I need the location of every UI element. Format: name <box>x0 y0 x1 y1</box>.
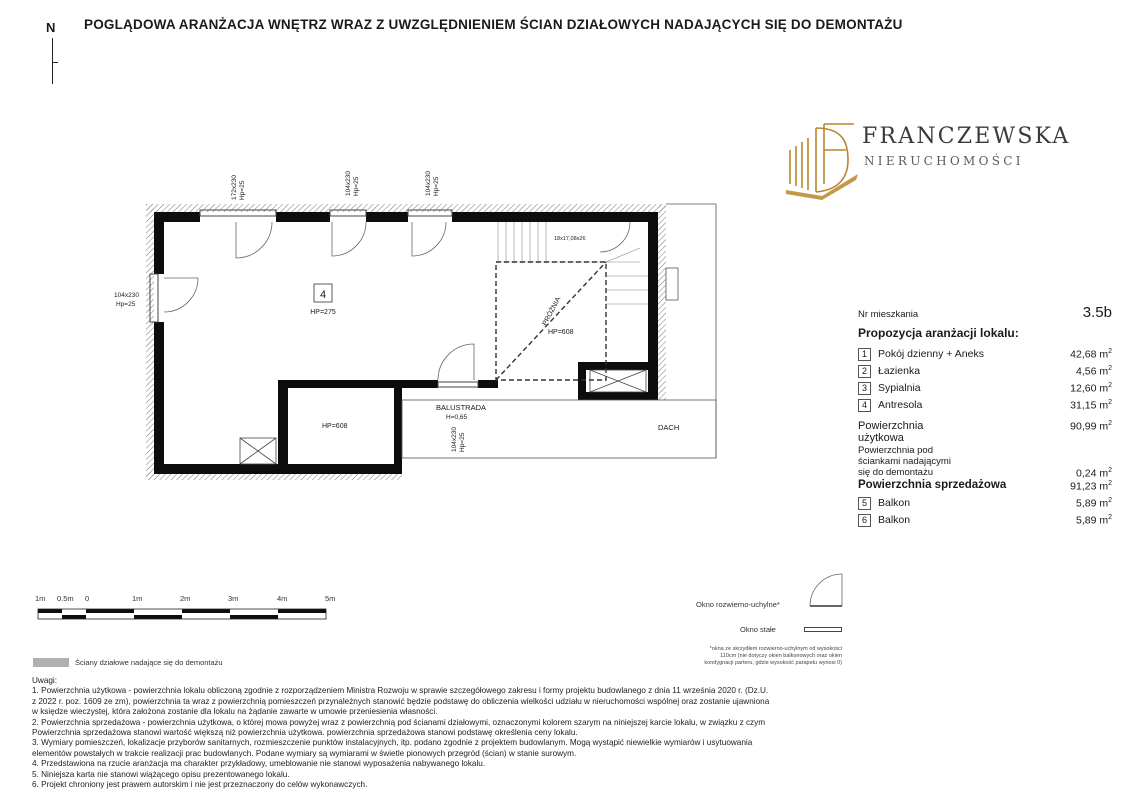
room-number: 4 <box>319 289 327 301</box>
walls-area-value: 0,24 $m^2$ <box>1075 467 1112 480</box>
proposal-heading: Propozycja aranżacji lokalu: <box>858 326 1019 340</box>
void-height: HP=608 <box>548 329 574 336</box>
wall-insulation <box>146 204 666 480</box>
scale-label-4m: 4m <box>277 594 288 603</box>
room-height: HP=275 <box>310 309 336 316</box>
note-line: 4. Przedstawiona na rzucie aranżacja ma charakter przykładowy, umeblowanie nie stanowi wyposażenia nabywanego lokalu. <box>32 759 486 769</box>
window-top3-hp: Hp=25 <box>433 176 440 196</box>
scale-label-0: 0 <box>85 594 90 603</box>
window-top1-size: 172x230 <box>231 175 238 200</box>
scale-label-05m: 0.5m <box>57 594 74 603</box>
apartment-number: 3.5b <box>1082 304 1112 321</box>
window-top2-hp: Hp=25 <box>353 176 360 196</box>
note-line: 6. Projekt chroniony jest prawem autorskim i nie jest przeznaczony do celów wykonawczych. <box>32 780 368 790</box>
stairs <box>498 222 648 304</box>
note-line: z 2022 r. poz. 1609 ze zm), powierzchnia ta wraz z powierzchnią pomieszczeń przynależnych stanowić będzie podstawę do obliczenia wielkości udziału w nieruchomości wspólnej oraz zostanie ujawniona <box>32 696 770 706</box>
notes <box>32 676 1104 790</box>
sales-area-value: 91,23 $m^2$ <box>1070 480 1112 493</box>
note-line: 2. Powierzchnia sprzedażowa - powierzchnia użytkowa, o której mowa powyżej wraz z powierzchnią pod ścianami działowymi, oznaczonymi kolorem szarym na niniejszej karcie lokalu, w związku z czym <box>32 717 766 727</box>
window-top1-hp: Hp=25 <box>239 180 246 200</box>
walls-area-label-3: się do demontażu <box>858 467 933 478</box>
page-title: POGLĄDOWA ARANŻACJA WNĘTRZ WRAZ Z UWZGLĘDNIENIEM ŚCIAN DZIAŁOWYCH NADAJĄCYCH SIĘ DO DEMONTAŻU <box>84 17 903 32</box>
window-left-hp: Hp=25 <box>116 301 136 308</box>
window-top2-size: 104x230 <box>345 171 352 196</box>
walls <box>154 212 658 474</box>
sales-area-label: Powierzchnia sprzedażowa <box>858 479 1007 491</box>
usable-area-value: 90,99 $m^2$ <box>1070 420 1112 433</box>
note-line: 5. Niniejsza karta nie stanowi wiążącego opisu prezentowanego lokalu. <box>32 769 290 779</box>
scale-label-2m: 2m <box>180 594 191 603</box>
demolition-swatch <box>33 658 69 667</box>
brand-subtitle: NIERUCHOMOŚCI <box>864 154 1024 168</box>
scale-bar <box>36 606 336 624</box>
note-line: elementów powstałych w trakcie realizacji prac budowlanych. Podane wymiary są wymiarami w świetle pionowych przegród (ścian) w stanie surowym. <box>32 748 577 758</box>
window-left-size: 104x230 <box>114 292 139 299</box>
balustrade-height: H=0,65 <box>446 414 468 421</box>
north-label: N <box>46 20 56 35</box>
scale-label-3m: 3m <box>228 594 239 603</box>
fixed-window-icon <box>804 627 842 632</box>
tilt-window-label: Okno rozwierno-uchylne* <box>696 600 780 609</box>
fixed-window-label: Okno stałe <box>740 625 776 634</box>
notes-heading: Uwagi: <box>32 676 58 685</box>
window-top3-size: 104x230 <box>425 171 432 196</box>
note-line: 1. Powierzchnia użytkowa - powierzchnia lokalu obliczoną zgodnie z rozporządzeniem Ministra Rozwoju w sprawie szczegółowego zakresu i formy projektu budowlanego z dnia 11 września 2020 r. (Dz.U. <box>32 686 769 696</box>
window-bottom-hp: Hp=25 <box>459 432 466 452</box>
walls-area-label-2: ściankami nadającymi <box>858 456 951 467</box>
note-line: 3. Wymiary pomieszczeń, lokalizacje przyborów sanitarnych, rozmieszczenie punktów instalacyjnych, itp. podano zgodnie z projektem budowlanym. Mogą wystąpić niewielkie wymiarów i usytuowania <box>32 738 753 748</box>
stairs-label: 18x17,08x26 <box>554 236 586 242</box>
scale-label-1m-left: 1m <box>35 594 46 603</box>
brand-name: FRANCZEWSKA <box>862 124 1071 149</box>
void-label: PRÓŻNIA <box>541 296 563 327</box>
roof-label: DACH <box>658 423 680 432</box>
usable-area-label-2: użytkowa <box>858 432 904 444</box>
usable-area-label-1: Powierzchnia <box>858 420 924 432</box>
scale-label-1m: 1m <box>132 594 143 603</box>
lower-room-height: HP=608 <box>322 423 348 430</box>
walls-area-label-1: Powierzchnia pod <box>858 445 933 456</box>
balustrade-label: BALUSTRADA <box>436 403 487 412</box>
scale-label-5m: 5m <box>325 594 336 603</box>
apartment-label: Nr mieszkania <box>858 309 919 320</box>
tilt-window-icon <box>806 570 846 610</box>
window-footnote: *okna ze skrzydłem rozwierno-uchylnym od wysokości 110cm (nie dotyczy okien balkonowych oraz okien kondygnacji parteru, gdzie wysokość parapetu wynosi 0) <box>704 646 842 666</box>
window-bottom-size: 104x230 <box>451 427 458 452</box>
note-line: Powierzchnia sprzedażowa stanowi wartość większą niż powierzchnia użytkowa. powierzchnia sprzedażowa stanowi podstawę określenia ceny lokalu. <box>32 728 578 738</box>
demolition-legend-label: Ściany działowe nadające się do demontażu <box>75 658 223 667</box>
note-line: w księdze wieczystej, która założona zostanie dla lokalu na żądanie zawarte w umowie przeniesienia własności. <box>32 707 438 717</box>
area-legend: Nr mieszkania 3.5b Propozycja aranżacji lokalu: 1 Pokój dzienny + Aneks 42,68 $m^2$ 2 Łazienka 4,56 $m^2$ 3 Sypialnia 12,60 $m^2$ 4 Antresola 31,15 $m^2$ Powierzchnia użytkowa 90,99 $m^2$ Powierzchnia pod ściankami nadającymi się do demontażu 0,24 $m^2$ Powierzchnia sprzedażowa 91,23 $m^2$ 5 Balkon 5,89 $m^2$ 6 Balkon 5,89 $m^2$ <box>858 304 1112 527</box>
